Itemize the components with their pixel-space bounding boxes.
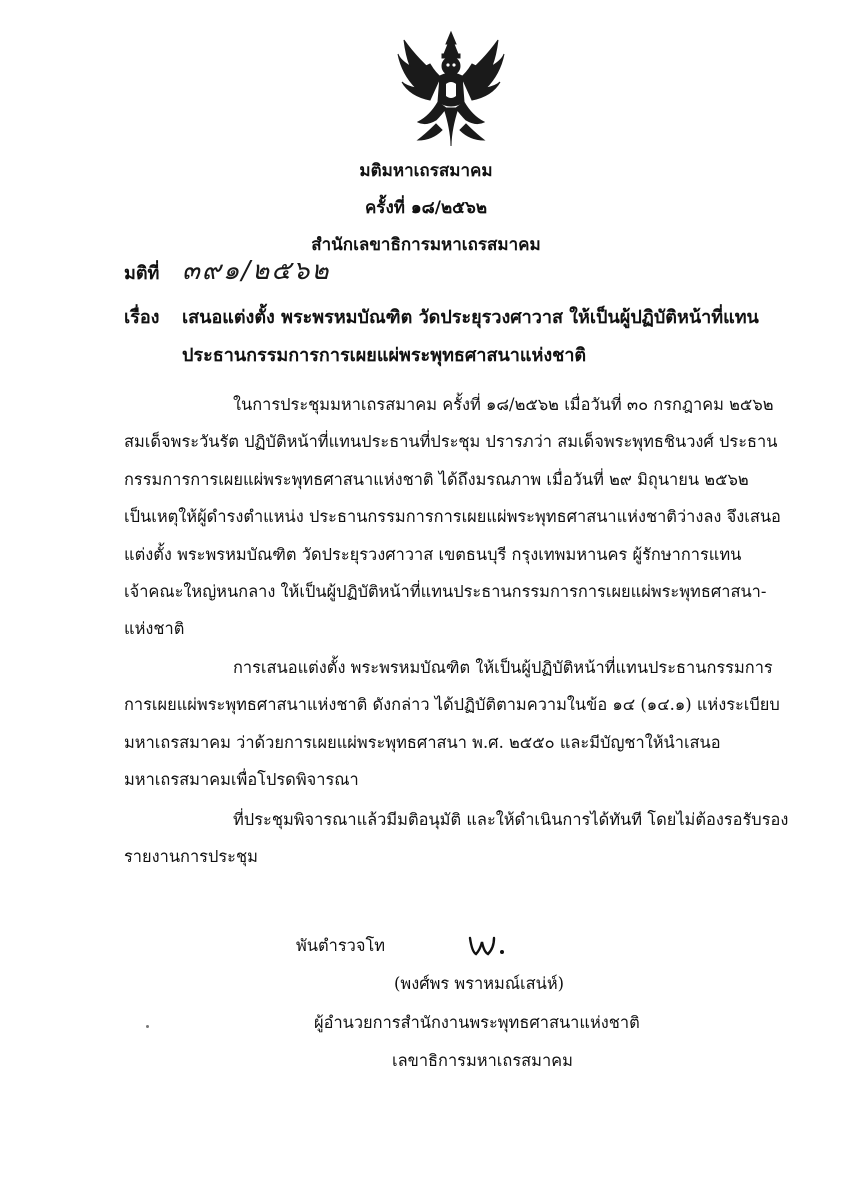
paragraph1-line: แห่งชาติ [124,619,185,638]
paragraph2-line: การเสนอแต่งตั้ง พระพรหมบัณฑิต ให้เป็นผู้ปฏิบัติหน้าที่แทนประธานกรรมการ [233,658,773,677]
paragraph3-line: รายงานการประชุม [124,847,258,866]
subject-line-1: เสนอแต่งตั้ง พระพรหมบัณฑิต วัดประยุรวงศาวาส ให้เป็นผู้ปฏิบัติหน้าที่แทน [182,307,759,328]
subject-label: เรื่อง [124,307,160,328]
issuing-office: สำนักเลขาธิการมหาเถรสมาคม [311,235,541,255]
paragraph2-line: มหาเถรสมาคมเพื่อโปรดพิจารณา [124,770,359,789]
paragraph3-line: ที่ประชุมพิจารณาแล้วมีมติอนุมัติ และให้ดำเนินการได้ทันที โดยไม่ต้องรอรับรอง [233,810,789,829]
garuda-emblem-icon [396,30,506,150]
paragraph2-line: การเผยแผ่พระพุทธศาสนาแห่งชาติ ดังกล่าว ได้ปฏิบัติตามความในข้อ ๑๔ (๑๔.๑) แห่งระเบียบ [124,695,780,714]
resolution-label: มติที่ [124,263,160,284]
signature-mark [466,930,516,960]
signatory-position-1: ผู้อำนวยการสำนักงานพระพุทธศาสนาแห่งชาติ [314,1013,640,1032]
paragraph1-line: เจ้าคณะใหญ่หนกลาง ให้เป็นผู้ปฏิบัติหน้าที่แทนประธานกรรมการการเผยแผ่พระพุทธศาสนา- [124,582,767,601]
paragraph2-line: มหาเถรสมาคม ว่าด้วยการเผยแผ่พระพุทธศาสนา พ.ศ. ๒๕๕๐ และมีบัญชาให้นำเสนอ [124,733,721,752]
scan-speck [146,1025,149,1028]
signatory-position-2: เลขาธิการมหาเถรสมาคม [392,1051,573,1070]
paragraph1-line: แต่งตั้ง พระพรหมบัณฑิต วัดประยุรวงศาวาส เขตธนบุรี กรุงเทพมหานคร ผู้รักษาการแทน [124,545,742,564]
paragraph1-line: เป็นเหตุให้ผู้ดำรงตำแหน่ง ประธานกรรมการการเผยแผ่พระพุทธศาสนาแห่งชาติว่างลง จึงเสนอ [124,507,781,526]
paragraph1-line: สมเด็จพระวันรัต ปฏิบัติหน้าที่แทนประธานที่ประชุม ปรารภว่า สมเด็จพระพุทธชินวงศ์ ประธาน [124,432,778,451]
document-title: มติมหาเถรสมาคม [359,161,493,181]
session-number: ครั้งที่ ๑๘/๒๕๖๒ [364,198,488,218]
resolution-number: ๓๙๑/๒๕๖๒ [182,256,331,286]
signatory-rank: พันตำรวจโท [296,936,386,955]
paragraph1-line: กรรมการการเผยแผ่พระพุทธศาสนาแห่งชาติ ได้ถึงมรณภาพ เมื่อวันที่ ๒๙ มิถุนายน ๒๕๖๒ [124,470,749,489]
paragraph1-line: ในการประชุมมหาเถรสมาคม ครั้งที่ ๑๘/๒๕๖๒ เมื่อวันที่ ๓๐ กรกฎาคม ๒๕๖๒ [233,395,774,414]
subject-line-2: ประธานกรรมการการเผยแผ่พระพุทธศาสนาแห่งชาติ [182,345,587,366]
signatory-name: (พงศ์พร พราหมณ์เสน่ห์) [394,974,565,993]
